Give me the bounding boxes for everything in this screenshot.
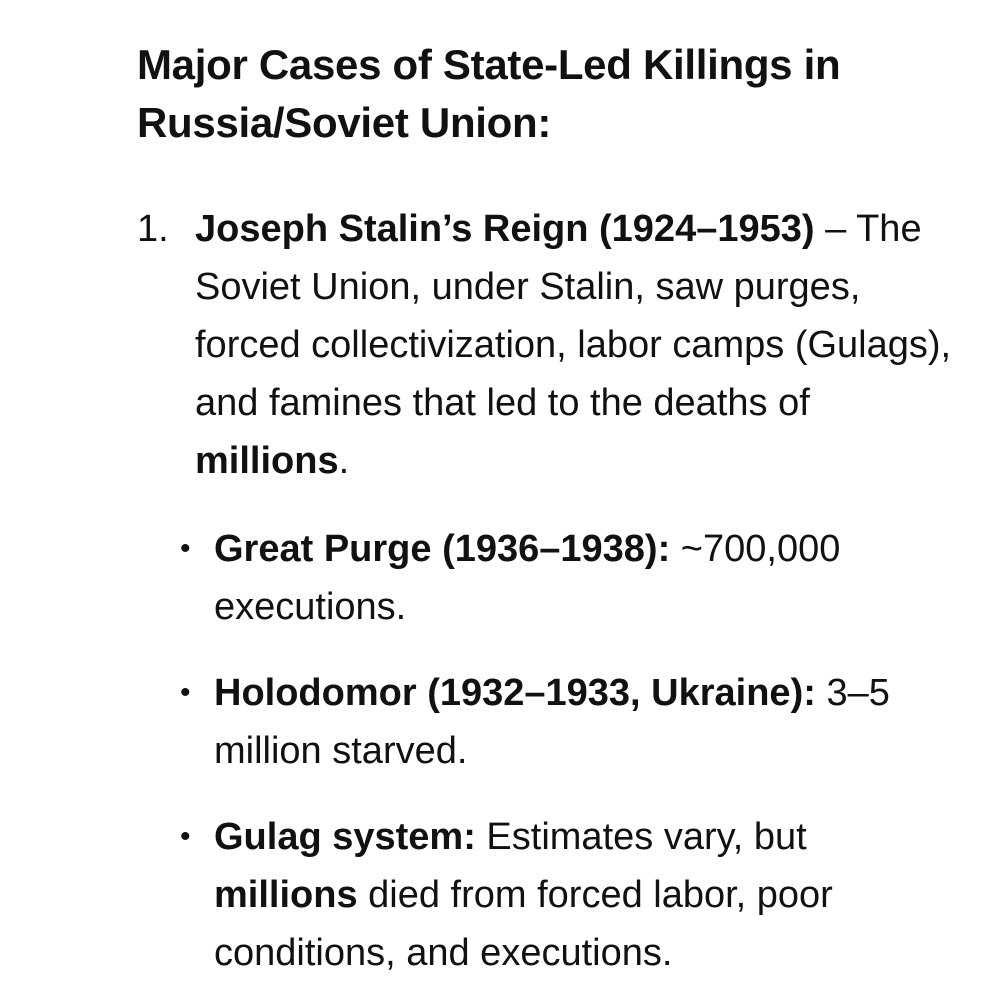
bullet-title: Gulag system: xyxy=(214,816,476,858)
document-content xyxy=(137,36,957,982)
bullet-text: ~700,000 executions. xyxy=(214,528,841,628)
bullet-title: Holodomor (1932–1933, Ukraine): xyxy=(214,672,816,714)
list-item-text: – The Soviet Union, under Stalin, saw purges, forced collectivization, labor camps (Gulags), and famines that led to the deaths of xyxy=(195,208,952,424)
bullet-text-continued: died from forced labor, poor conditions, and executions. xyxy=(214,874,833,974)
bullet-item-holodomor xyxy=(180,664,957,780)
bullet-text: 3–5 million starved. xyxy=(214,672,890,772)
bullet-item-gulag xyxy=(180,808,957,982)
bullet-text: Estimates vary, but xyxy=(475,816,807,858)
bullet-list xyxy=(180,520,957,982)
bullet-dot-icon: • xyxy=(180,676,191,709)
emphasis-millions: millions xyxy=(195,440,339,482)
bullet-title: Great Purge (1936–1938): xyxy=(214,528,671,570)
numbered-list xyxy=(137,200,957,982)
emphasis-millions: millions xyxy=(214,874,358,916)
bullet-dot-icon: • xyxy=(180,532,191,565)
section-heading: Major Cases of State-Led Killings in Russia/Soviet Union: xyxy=(137,41,841,146)
list-item-title: Joseph Stalin’s Reign (1924–1953) xyxy=(195,208,815,250)
list-item-stalin xyxy=(137,200,957,982)
bullet-dot-icon: • xyxy=(180,820,191,853)
list-number: 1. xyxy=(137,208,169,250)
list-item-period: . xyxy=(338,440,350,482)
bullet-item-great-purge xyxy=(180,520,957,636)
